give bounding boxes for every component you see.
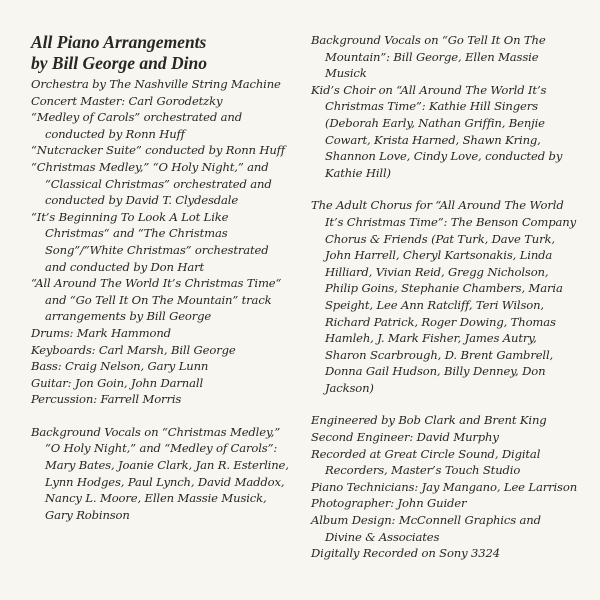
credit-entry: “Christmas Medley,” “O Holy Night,” and “Classical Christmas” orchestrated and conducted by David T. Clydesdale — [31, 159, 272, 208]
right-column — [311, 32, 581, 562]
credit-entry: Drums: Mark Hammond — [31, 325, 171, 340]
credit-entry: “All Around The World It’s Christmas Time“ and “Go Tell It On The Mountain” track arrangements by Bill George — [31, 276, 282, 324]
credit-entry: Orchestra by The Nashville String Machine — [31, 77, 281, 91]
vocals-mountain-credit: Background Vocals on “Go Tell It On The Mountain”: Bill George, Ellen Massie Musick — [311, 33, 546, 81]
engineering-entry: Second Engineer: David Murphy — [311, 430, 499, 445]
heading-line: All Piano Arrangements — [31, 32, 207, 52]
vocals-credit: Background Vocals on “Christmas Medley,” “O Holy Night,” and “Medley of Carols”: Mary Bates, Joanie Clark, Jan R. Esterline, Lynn Hodges, Paul Lynch, David Maddox, Nancy L. Moore, Ellen Massie Musick, Gary Robinson — [31, 424, 289, 522]
engineering-entry: Album Design: McConnell Graphics and Divine & Associates — [311, 513, 541, 544]
adult-chorus-credit: The Adult Chorus for “All Around The World It’s Christmas Time”: The Benson Company Chorus & Friends (Pat Turk, Dave Turk, John Harrell, Cheryl Kartsonakis, Linda Hilliard, Vivian Reid, Gregg Nicholson, Philip Goins, Stephanie Chambers, Maria Speight, Lee Ann Ratcliff, Teri Wilson, Richard Patrick, Roger Dowing, Thomas Hamleh, J. Mark Fisher, James Autry, Sharon Scarbrough, D. Brent Gambrell, Donna Gail Hudson, Billy Denney, Don Jackson) — [311, 198, 576, 395]
engineering-entry: Digitally Recorded on Sony 3324 — [311, 546, 500, 561]
engineering-entry: Recorded at Great Circle Sound, Digital Recorders, Master’s Touch Studio — [311, 446, 541, 478]
heading-line: by Bill George and Dino — [31, 53, 207, 73]
engineering-entry: Engineered by Bob Clark and Brent King — [311, 413, 547, 428]
engineering-entry: Piano Technicians: Jay Mangano, Lee Larrison — [311, 479, 578, 494]
credit-entry: Concert Master: Carl Gorodetzky — [31, 93, 223, 108]
credit-entry: Percussion: Farrell Morris — [31, 392, 182, 407]
left-column — [31, 32, 293, 523]
heading — [31, 32, 293, 74]
credit-entry: Guitar: Jon Goin, John Darnall — [31, 375, 203, 390]
credit-entry: Keyboards: Carl Marsh, Bill George — [31, 342, 236, 357]
credit-entry: “It’s Beginning To Look A Lot Like Christmas“ and “The Christmas Song”/”White Christmas” orchestrated and conducted by Don Hart — [31, 209, 269, 274]
credit-entry: “Medley of Carols” orchestrated and conducted by Ronn Huff — [31, 110, 243, 141]
engineering-entry: Photographer: John Guider — [311, 496, 467, 511]
credit-entry: Bass: Craig Nelson, Gary Lunn — [31, 359, 209, 374]
credit-entry: “Nutcracker Suite” conducted by Ronn Huff — [31, 143, 285, 158]
kids-choir-credit: Kid’s Choir on “All Around The World It’s Christmas Time”: Kathie Hill Singers (Deborah Early, Nathan Griffin, Benjie Cowart, Krista Harned, Shawn Kring, Shannon Love, Cindy Love, conducted by Kathie Hill) — [311, 82, 563, 180]
